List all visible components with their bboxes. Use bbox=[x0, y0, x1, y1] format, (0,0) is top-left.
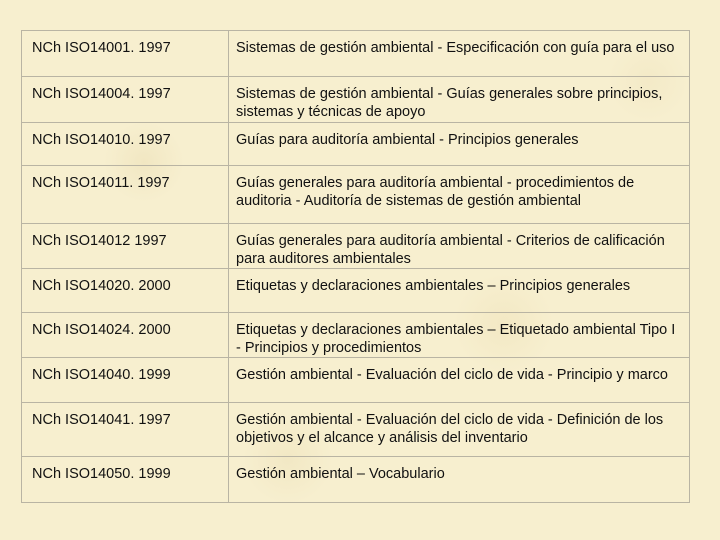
standard-description: Guías para auditoría ambiental - Principios generales bbox=[229, 123, 690, 166]
table-row bbox=[22, 224, 690, 269]
standard-code: NCh ISO14001. 1997 bbox=[22, 31, 229, 77]
table-row bbox=[22, 457, 690, 503]
standard-code: NCh ISO14040. 1999 bbox=[22, 358, 229, 403]
standard-description: Sistemas de gestión ambiental - Especificación con guía para el uso bbox=[229, 31, 690, 77]
standard-description: Etiquetas y declaraciones ambientales – Principios generales bbox=[229, 269, 690, 313]
table-row bbox=[22, 403, 690, 457]
standard-code: NCh ISO14024. 2000 bbox=[22, 313, 229, 358]
table-row bbox=[22, 166, 690, 224]
standard-code: NCh ISO14041. 1997 bbox=[22, 403, 229, 457]
table-row bbox=[22, 77, 690, 123]
table-row bbox=[22, 123, 690, 166]
standard-description: Gestión ambiental – Vocabulario bbox=[229, 457, 690, 503]
standard-code: NCh ISO14050. 1999 bbox=[22, 457, 229, 503]
standard-code: NCh ISO14011. 1997 bbox=[22, 166, 229, 224]
standard-code: NCh ISO14020. 2000 bbox=[22, 269, 229, 313]
table-row bbox=[22, 313, 690, 358]
table-row bbox=[22, 358, 690, 403]
standard-description: Etiquetas y declaraciones ambientales – Etiquetado ambiental Tipo I - Principios y procedimientos bbox=[229, 313, 690, 358]
standard-code: NCh ISO14010. 1997 bbox=[22, 123, 229, 166]
standards-table bbox=[21, 30, 690, 503]
standard-description: Sistemas de gestión ambiental - Guías generales sobre principios, sistemas y técnicas de apoyo bbox=[229, 77, 690, 123]
standard-code: NCh ISO14004. 1997 bbox=[22, 77, 229, 123]
table-row bbox=[22, 31, 690, 77]
standard-code: NCh ISO14012 1997 bbox=[22, 224, 229, 269]
standard-description: Gestión ambiental - Evaluación del ciclo de vida - Principio y marco bbox=[229, 358, 690, 403]
standard-description: Guías generales para auditoría ambiental - Criterios de calificación para auditores ambientales bbox=[229, 224, 690, 269]
standard-description: Gestión ambiental - Evaluación del ciclo de vida - Definición de los objetivos y el alcance y análisis del inventario bbox=[229, 403, 690, 457]
table-row bbox=[22, 269, 690, 313]
standard-description: Guías generales para auditoría ambiental - procedimientos de auditoria - Auditoría de sistemas de gestión ambiental bbox=[229, 166, 690, 224]
